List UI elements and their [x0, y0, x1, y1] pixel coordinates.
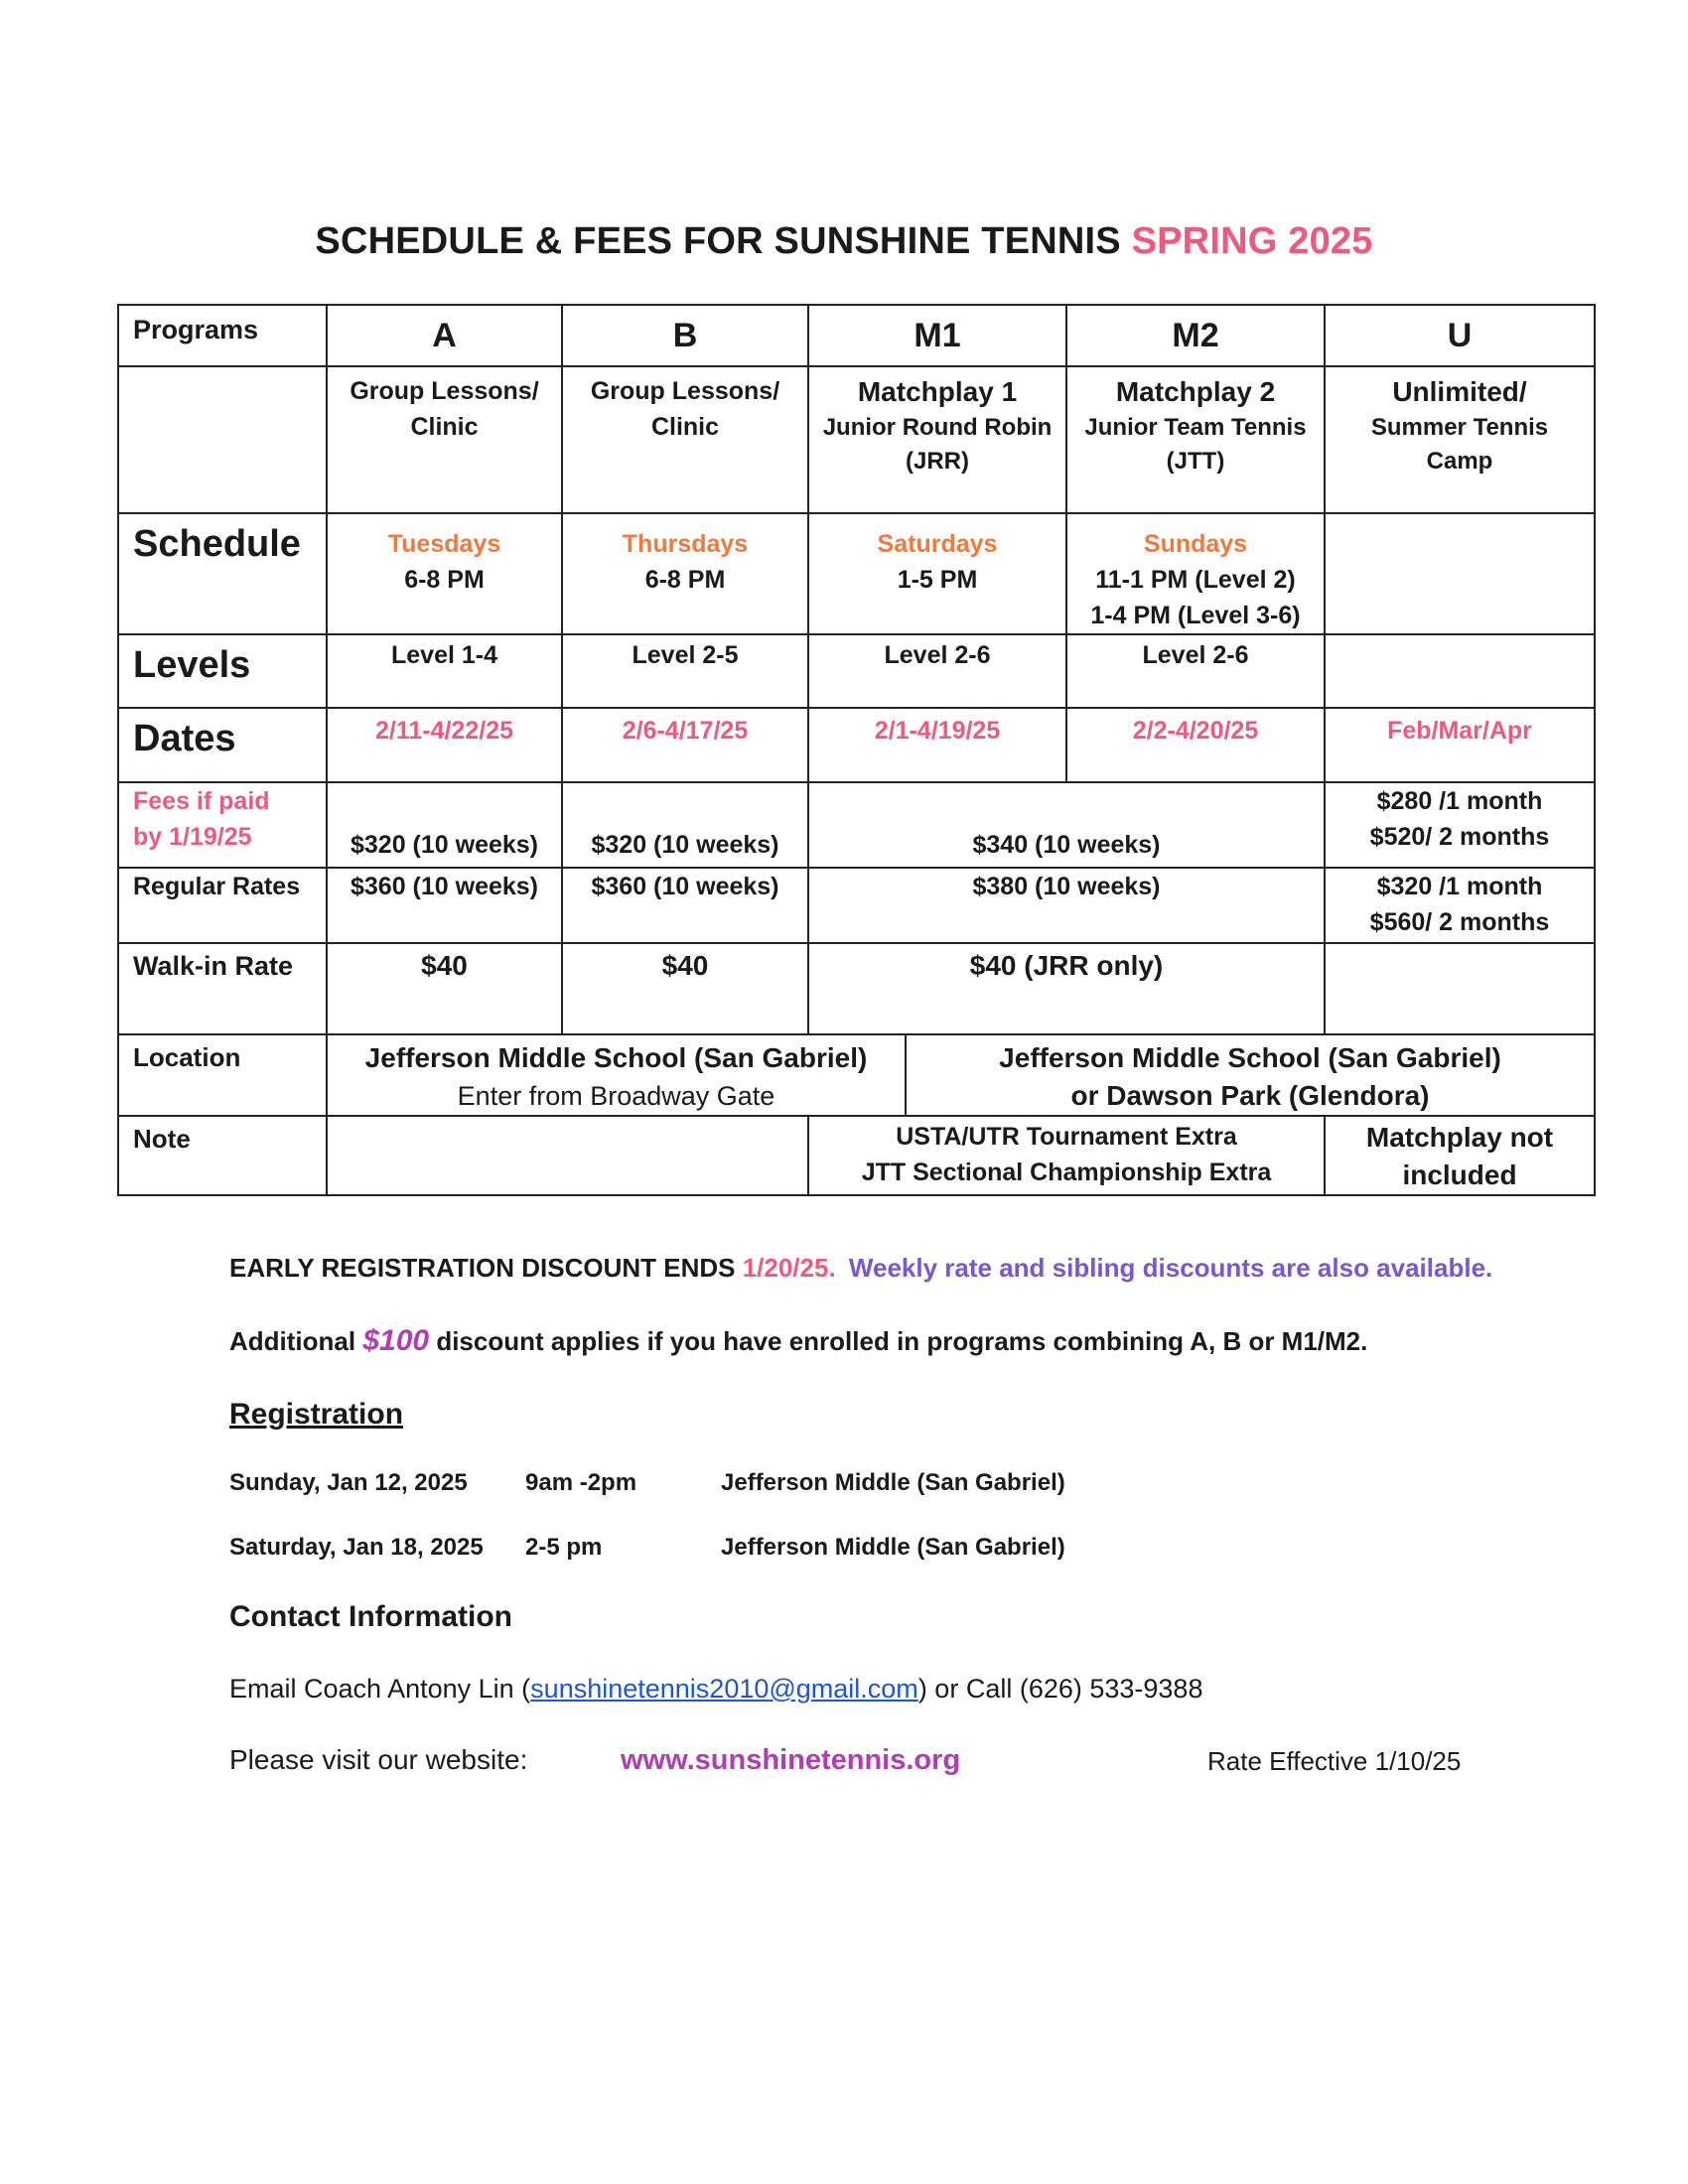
- dates-a: 2/11-4/22/25: [327, 708, 562, 782]
- desc-a-line2: Clinic: [410, 413, 479, 441]
- title-season: SPRING 2025: [1131, 220, 1373, 262]
- schedule-label: Schedule: [118, 513, 327, 634]
- note-u: Matchplay not included: [1325, 1116, 1595, 1195]
- fee-b: $320 (10 weeks): [562, 782, 808, 868]
- fees-label: [118, 782, 327, 868]
- location-mu: [907, 1035, 1594, 1115]
- schedule-m1-day: Saturdays: [877, 530, 998, 558]
- location-mu-line2: or Dawson Park (Glendora): [1070, 1080, 1430, 1111]
- desc-u-line2: Summer Tennis: [1370, 414, 1549, 441]
- registration-heading: Registration: [229, 1398, 404, 1431]
- contact-heading: Contact Information: [229, 1600, 512, 1633]
- fees-label-line2: by 1/19/25: [133, 823, 252, 851]
- empty-cell: [118, 366, 327, 513]
- schedule-m1: [808, 513, 1066, 634]
- program-code-u: U: [1325, 305, 1595, 366]
- registration-session-1: [229, 1469, 1065, 1497]
- row-descriptions: [118, 366, 1595, 513]
- website-link[interactable]: www.sunshinetennis.org: [621, 1744, 961, 1776]
- dates-label: Dates: [118, 708, 327, 782]
- fees-label-line1: Fees if paid: [133, 787, 270, 815]
- session-2-time: 2-5 pm: [525, 1534, 603, 1561]
- fee-u: [1325, 782, 1595, 868]
- schedule-b: [562, 513, 808, 634]
- desc-b: [562, 366, 808, 513]
- walkin-m: $40 (JRR only): [808, 943, 1325, 1034]
- desc-a: [327, 366, 562, 513]
- desc-m2-line1: Matchplay 2: [1115, 376, 1276, 407]
- location-mu-line1: Jefferson Middle School (San Gabriel): [999, 1042, 1501, 1073]
- regular-b: $360 (10 weeks): [562, 868, 808, 943]
- early-date: 1/20/25.: [742, 1253, 836, 1283]
- desc-a-line1: Group Lessons/: [350, 377, 539, 405]
- desc-b-line2: Clinic: [650, 413, 720, 441]
- rate-effective: Rate Effective 1/10/25: [1207, 1746, 1462, 1776]
- walkin-b: $40: [562, 943, 808, 1034]
- note-m-line1: USTA/UTR Tournament Extra: [896, 1123, 1237, 1151]
- additional-amount: $100: [362, 1324, 430, 1357]
- desc-m1-line2: Junior Round Robin: [822, 414, 1053, 441]
- row-codes: [118, 305, 1595, 366]
- desc-u-line3: Camp: [1426, 448, 1493, 475]
- desc-b-line1: Group Lessons/: [590, 377, 780, 405]
- schedule-m1-time: 1-5 PM: [897, 566, 978, 594]
- desc-m2-line3: (JTT): [1166, 448, 1225, 475]
- schedule-a-day: Tuesdays: [387, 530, 501, 558]
- schedule-a: [327, 513, 562, 634]
- schedule-m2-time: 11-1 PM (Level 2): [1095, 566, 1296, 594]
- note-m: [808, 1116, 1325, 1195]
- row-fees: [118, 782, 1595, 868]
- contact-email-prefix: Email Coach Antony Lin (: [229, 1674, 531, 1704]
- note-ab: [327, 1116, 808, 1195]
- schedule-m2: [1066, 513, 1325, 634]
- additional-suffix: discount applies if you have enrolled in programs combining A, B or M1/M2.: [436, 1326, 1368, 1356]
- page-title: [0, 220, 1688, 263]
- regular-u: [1325, 868, 1595, 943]
- row-note: [118, 1116, 1595, 1195]
- note-label: Note: [118, 1116, 327, 1195]
- website-label: Please visit our website:: [229, 1744, 528, 1775]
- row-walkin: [118, 943, 1595, 1034]
- program-code-a: A: [327, 305, 562, 366]
- desc-u-line1: Unlimited/: [1392, 376, 1527, 407]
- location-label: Location: [118, 1034, 327, 1116]
- schedule-a-time: 6-8 PM: [404, 566, 485, 594]
- registration-session-2: [229, 1534, 1065, 1562]
- desc-m2-line2: Junior Team Tennis: [1084, 414, 1307, 441]
- regular-a: $360 (10 weeks): [327, 868, 562, 943]
- location-ab-line1: Jefferson Middle School (San Gabriel): [364, 1042, 868, 1073]
- additional-prefix: Additional: [229, 1326, 356, 1356]
- desc-m2: [1066, 366, 1325, 513]
- dates-m2: 2/2-4/20/25: [1066, 708, 1325, 782]
- session-1-date: Sunday, Jan 12, 2025: [229, 1469, 468, 1496]
- row-levels: [118, 634, 1595, 708]
- level-m1: Level 2-6: [808, 634, 1066, 708]
- regular-u-2months: $560/ 2 months: [1369, 908, 1550, 936]
- session-2-place: Jefferson Middle (San Gabriel): [721, 1534, 1065, 1561]
- desc-m1-line1: Matchplay 1: [857, 376, 1018, 407]
- row-dates: [118, 708, 1595, 782]
- title-main: SCHEDULE & FEES FOR SUNSHINE TENNIS: [315, 220, 1121, 262]
- session-1-place: Jefferson Middle (San Gabriel): [721, 1469, 1065, 1496]
- location-ab: [328, 1035, 907, 1115]
- level-m2: Level 2-6: [1066, 634, 1325, 708]
- levels-label: Levels: [118, 634, 327, 708]
- row-regular: [118, 868, 1595, 943]
- early-suffix: Weekly rate and sibling discounts are also available.: [848, 1253, 1493, 1283]
- early-prefix: EARLY REGISTRATION DISCOUNT ENDS: [229, 1253, 736, 1283]
- contact-email-link[interactable]: sunshinetennis2010@gmail.com: [530, 1674, 918, 1704]
- program-code-b: B: [562, 305, 808, 366]
- fee-a: $320 (10 weeks): [327, 782, 562, 868]
- desc-m1-line3: (JRR): [906, 448, 969, 475]
- regular-m: $380 (10 weeks): [808, 868, 1325, 943]
- schedule-table: [117, 304, 1596, 1196]
- schedule-b-day: Thursdays: [622, 530, 749, 558]
- fee-m: $340 (10 weeks): [808, 782, 1325, 868]
- walkin-label: Walk-in Rate: [118, 943, 327, 1034]
- contact-email-suffix: ) or Call (626) 533-9388: [917, 1674, 1203, 1704]
- schedule-m2-time2: 1-4 PM (Level 3-6): [1090, 602, 1301, 629]
- level-u: [1325, 634, 1595, 708]
- dates-u: Feb/Mar/Apr: [1325, 708, 1595, 782]
- schedule-m2-day: Sundays: [1143, 530, 1248, 558]
- walkin-a: $40: [327, 943, 562, 1034]
- note-m-line2: JTT Sectional Championship Extra: [861, 1159, 1272, 1186]
- location-ab-line2: Enter from Broadway Gate: [457, 1081, 775, 1111]
- session-1-time: 9am -2pm: [525, 1469, 637, 1496]
- schedule-b-time: 6-8 PM: [644, 566, 726, 594]
- level-a: Level 1-4: [327, 634, 562, 708]
- schedule-u: [1325, 513, 1595, 634]
- additional-discount-note: [229, 1324, 1367, 1358]
- location-cell: [327, 1034, 1595, 1116]
- regular-u-1month: $320 /1 month: [1376, 873, 1543, 900]
- walkin-u: [1325, 943, 1595, 1034]
- fee-u-2months: $520/ 2 months: [1369, 823, 1550, 851]
- regular-label: Regular Rates: [118, 868, 327, 943]
- program-code-m2: M2: [1066, 305, 1325, 366]
- fee-u-1month: $280 /1 month: [1376, 787, 1543, 815]
- early-discount-note: [229, 1253, 1492, 1284]
- dates-b: 2/6-4/17/25: [562, 708, 808, 782]
- level-b: Level 2-5: [562, 634, 808, 708]
- contact-line: [229, 1674, 1202, 1705]
- session-2-date: Saturday, Jan 18, 2025: [229, 1534, 484, 1561]
- programs-label: Programs: [118, 305, 327, 366]
- dates-m1: 2/1-4/19/25: [808, 708, 1066, 782]
- program-code-m1: M1: [808, 305, 1066, 366]
- row-location: [118, 1034, 1595, 1116]
- desc-m1: [808, 366, 1066, 513]
- desc-u: [1325, 366, 1595, 513]
- row-schedule: [118, 513, 1595, 634]
